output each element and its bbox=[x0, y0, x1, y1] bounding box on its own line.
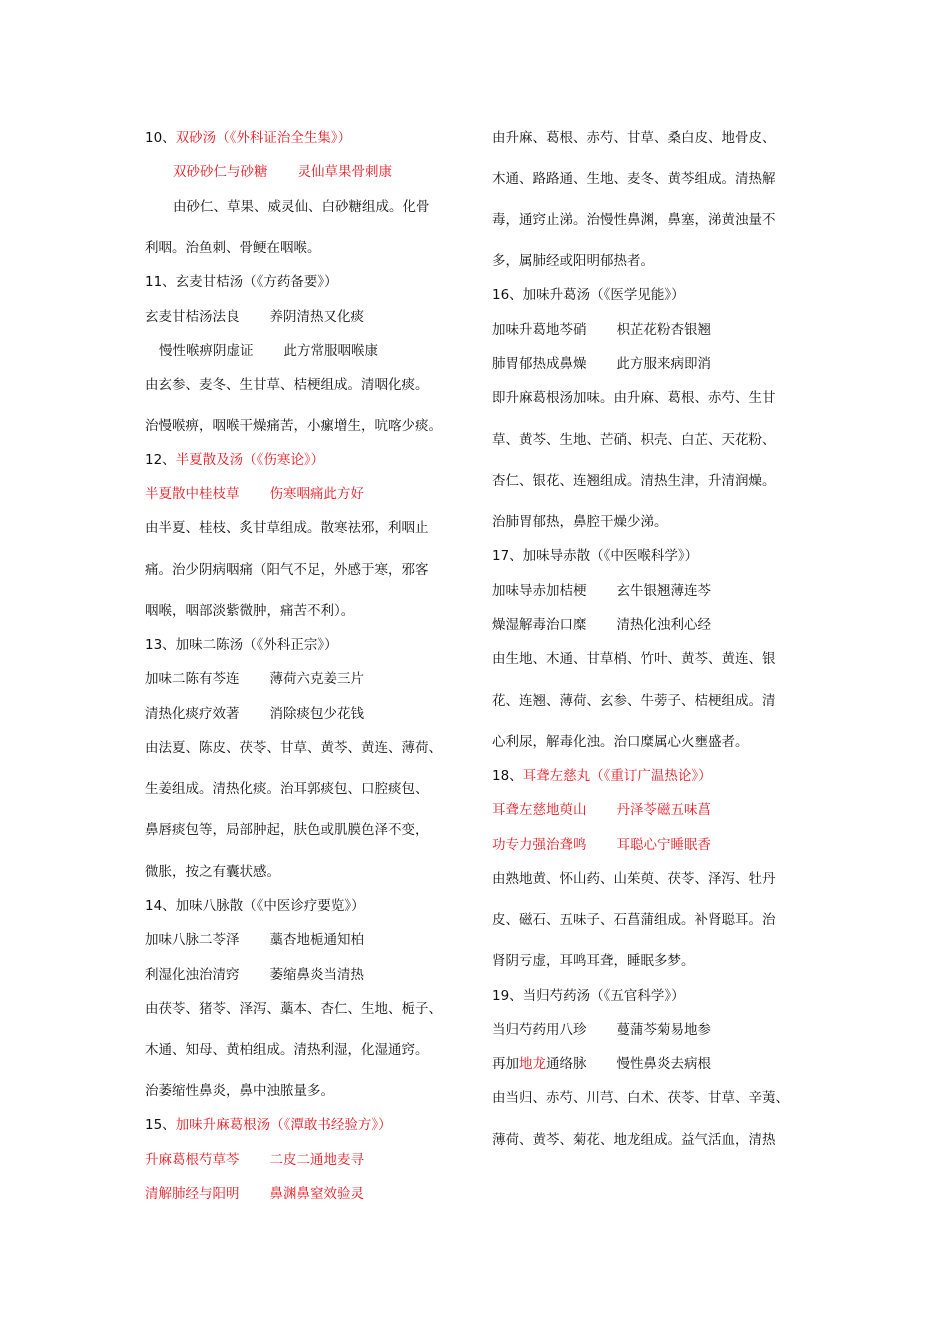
section-19-heading: 19、当归芍药汤（《五官科学》） bbox=[492, 988, 685, 1004]
verse-part: 慢性喉痹阴虚证 bbox=[159, 343, 254, 359]
description-line: 由生地、木通、甘草梢、竹叶、黄芩、黄连、银 bbox=[492, 651, 776, 667]
description-line: 由熟地黄、怀山药、山茱萸、茯苓、泽泻、牡丹 bbox=[492, 871, 776, 887]
verse-part: 加味八脉二苓泽 bbox=[145, 932, 240, 948]
description-line: 花、连翘、薄荷、玄参、牛蒡子、桔梗组成。清 bbox=[492, 693, 776, 709]
verse-part: 半夏散中桂枝草 bbox=[145, 486, 240, 502]
section-12-heading bbox=[145, 450, 324, 470]
verse-part: 蔓蒲芩菊易地参 bbox=[616, 1022, 711, 1038]
description-line: 微胀，按之有囊状感。 bbox=[145, 864, 280, 880]
description-line: 由砂仁、草果、威灵仙、白砂糖组成。化骨 bbox=[173, 199, 430, 215]
verse-part: 养阴清热又化痰 bbox=[269, 309, 364, 325]
verse-part: 灵仙草果骨刺康 bbox=[297, 164, 392, 180]
verse-line bbox=[145, 1184, 364, 1204]
formula-title: 加味升麻葛根汤（《潭敢书经验方》） bbox=[175, 1117, 392, 1133]
description-line: 肾阴亏虚，耳鸣耳聋，睡眠多梦。 bbox=[492, 953, 695, 969]
verse-line bbox=[145, 484, 364, 504]
formula-title: 双砂汤（《外科证治全生集》） bbox=[175, 130, 352, 146]
verse-part: 萎缩鼻炎当清热 bbox=[269, 967, 364, 983]
verse-part: 薄荷六克姜三片 bbox=[269, 671, 364, 687]
section-18-heading bbox=[492, 766, 712, 786]
description-line: 草、黄芩、生地、芒硝、枳壳、白芷、天花粉、 bbox=[492, 432, 776, 448]
description-line: 心利尿，解毒化浊。治口糜属心火壅盛者。 bbox=[492, 734, 749, 750]
description-line: 由玄参、麦冬、生甘草、桔梗组成。清咽化痰。 bbox=[145, 377, 429, 393]
description-line: 多，属肺经或阳明郁热者。 bbox=[492, 253, 654, 269]
description-line: 木通、路路通、生地、麦冬、黄芩组成。清热解 bbox=[492, 171, 776, 187]
description-line: 鼻唇痰包等，局部肿起，肤色或肌膜色泽不变， bbox=[145, 822, 429, 838]
verse-part: 慢性鼻炎去病根 bbox=[616, 1056, 711, 1072]
verse-part: 当归芍药用八珍 bbox=[492, 1022, 587, 1038]
verse-part: 利湿化浊治清窍 bbox=[145, 967, 240, 983]
verse-part: 玄麦甘桔汤法良 bbox=[145, 309, 240, 325]
verse-part: 燥湿解毒治口糜 bbox=[492, 617, 587, 633]
highlight-word: 地龙 bbox=[519, 1056, 546, 1072]
section-number: 10、 bbox=[145, 130, 176, 146]
verse-part: 藁杏地栀通知柏 bbox=[269, 932, 364, 948]
verse-line bbox=[145, 930, 364, 950]
verse-part: 耳聪心宁睡眠香 bbox=[616, 837, 711, 853]
section-14-heading: 14、加味八脉散（《中医诊疗要览》） bbox=[145, 898, 365, 914]
description-line: 由半夏、桂枝、炙甘草组成。散寒祛邪，利咽止 bbox=[145, 520, 429, 536]
section-10-heading bbox=[145, 128, 351, 148]
verse-line bbox=[492, 354, 711, 374]
verse-part: 伤寒咽痛此方好 bbox=[269, 486, 364, 502]
section-number: 18、 bbox=[492, 768, 523, 784]
verse-part: 通络脉 bbox=[546, 1056, 587, 1072]
verse-line bbox=[145, 669, 364, 689]
description-line: 由升麻、葛根、赤芍、甘草、桑白皮、地骨皮、 bbox=[492, 130, 776, 146]
verse-part: 双砂砂仁与砂糖 bbox=[173, 164, 268, 180]
description-line: 皮、磁石、五味子、石菖蒲组成。补肾聪耳。治 bbox=[492, 912, 776, 928]
section-11-heading: 11、玄麦甘桔汤（《方药备要》） bbox=[145, 274, 338, 290]
verse-part: 鼻渊鼻窒效验灵 bbox=[269, 1186, 364, 1202]
verse-line bbox=[492, 615, 711, 635]
description-line: 毒，通窍止涕。治慢性鼻渊，鼻塞，涕黄浊量不 bbox=[492, 212, 776, 228]
verse-line bbox=[173, 162, 392, 182]
section-17-heading: 17、加味导赤散（《中医喉科学》） bbox=[492, 548, 699, 564]
verse-part: 清热化浊利心经 bbox=[616, 617, 711, 633]
verse-line bbox=[145, 307, 364, 327]
verse-part: 耳聋左慈地萸山 bbox=[492, 802, 587, 818]
verse-line bbox=[492, 1054, 711, 1074]
verse-line bbox=[145, 704, 364, 724]
verse-line bbox=[159, 341, 378, 361]
description-line: 由茯苓、猪苓、泽泻、藁本、杏仁、生地、栀子、 bbox=[145, 1001, 442, 1017]
verse-part: 此方常服咽喉康 bbox=[283, 343, 378, 359]
verse-line bbox=[145, 965, 364, 985]
description-line: 治肺胃郁热，鼻腔干燥少涕。 bbox=[492, 514, 668, 530]
verse-part: 消除痰包少花钱 bbox=[269, 706, 364, 722]
verse-part: 玄牛银翘薄连芩 bbox=[616, 583, 711, 599]
section-15-heading bbox=[145, 1115, 392, 1135]
verse-part: 丹泽苓磁五味菖 bbox=[616, 802, 711, 818]
verse-part: 此方服来病即消 bbox=[616, 356, 711, 372]
description-line: 生姜组成。清热化痰。治耳郭痰包、口腔痰包、 bbox=[145, 781, 429, 797]
verse-part: 再加 bbox=[492, 1056, 519, 1072]
verse-line bbox=[492, 835, 711, 855]
verse-part: 加味导赤加桔梗 bbox=[492, 583, 587, 599]
verse-part: 加味二陈有芩连 bbox=[145, 671, 240, 687]
verse-part: 功专力强治聋鸣 bbox=[492, 837, 587, 853]
verse-line bbox=[492, 320, 711, 340]
verse-part: 加味升葛地芩硝 bbox=[492, 322, 587, 338]
description-line: 治萎缩性鼻炎，鼻中浊脓量多。 bbox=[145, 1083, 334, 1099]
verse-part: 清解肺经与阳明 bbox=[145, 1186, 240, 1202]
verse-part: 二皮二通地麦寻 bbox=[269, 1152, 364, 1168]
verse-line bbox=[492, 800, 711, 820]
verse-line bbox=[492, 1020, 711, 1040]
description-line: 即升麻葛根汤加味。由升麻、葛根、赤芍、生甘 bbox=[492, 390, 776, 406]
formula-title: 半夏散及汤（《伤寒论》） bbox=[175, 452, 325, 468]
description-line: 治慢喉痹，咽喉干燥痛苦，小瘰增生，吭喀少痰。 bbox=[145, 418, 442, 434]
section-number: 15、 bbox=[145, 1117, 176, 1133]
description-line: 利咽。治鱼刺、骨鲠在咽喉。 bbox=[145, 240, 321, 256]
description-line: 由法夏、陈皮、茯苓、甘草、黄芩、黄连、薄荷、 bbox=[145, 740, 442, 756]
verse-part: 枳芷花粉杏银翘 bbox=[616, 322, 711, 338]
description-line: 由当归、赤芍、川芎、白术、茯苓、甘草、辛荑、 bbox=[492, 1090, 789, 1106]
verse-line bbox=[492, 581, 711, 601]
verse-part: 清热化痰疗效著 bbox=[145, 706, 240, 722]
description-line: 痛。治少阴病咽痛（阳气不足，外感于寒，邪客 bbox=[145, 562, 429, 578]
description-line: 木通、知母、黄柏组成。清热利湿，化湿通窍。 bbox=[145, 1042, 429, 1058]
section-13-heading: 13、加味二陈汤（《外科正宗》） bbox=[145, 637, 338, 653]
verse-part: 升麻葛根芍草芩 bbox=[145, 1152, 240, 1168]
formula-title: 耳聋左慈丸（《重订广温热论》） bbox=[522, 768, 712, 784]
description-line: 咽喉，咽部淡紫微肿，痛苦不利）。 bbox=[145, 603, 355, 619]
description-line: 薄荷、黄芩、菊花、地龙组成。益气活血，清热 bbox=[492, 1132, 776, 1148]
description-line: 杏仁、银花、连翘组成。清热生津，升清润燥。 bbox=[492, 473, 776, 489]
verse-part: 肺胃郁热成鼻燥 bbox=[492, 356, 587, 372]
verse-line bbox=[145, 1150, 364, 1170]
section-16-heading: 16、加味升葛汤（《医学见能》） bbox=[492, 287, 685, 303]
section-number: 12、 bbox=[145, 452, 176, 468]
